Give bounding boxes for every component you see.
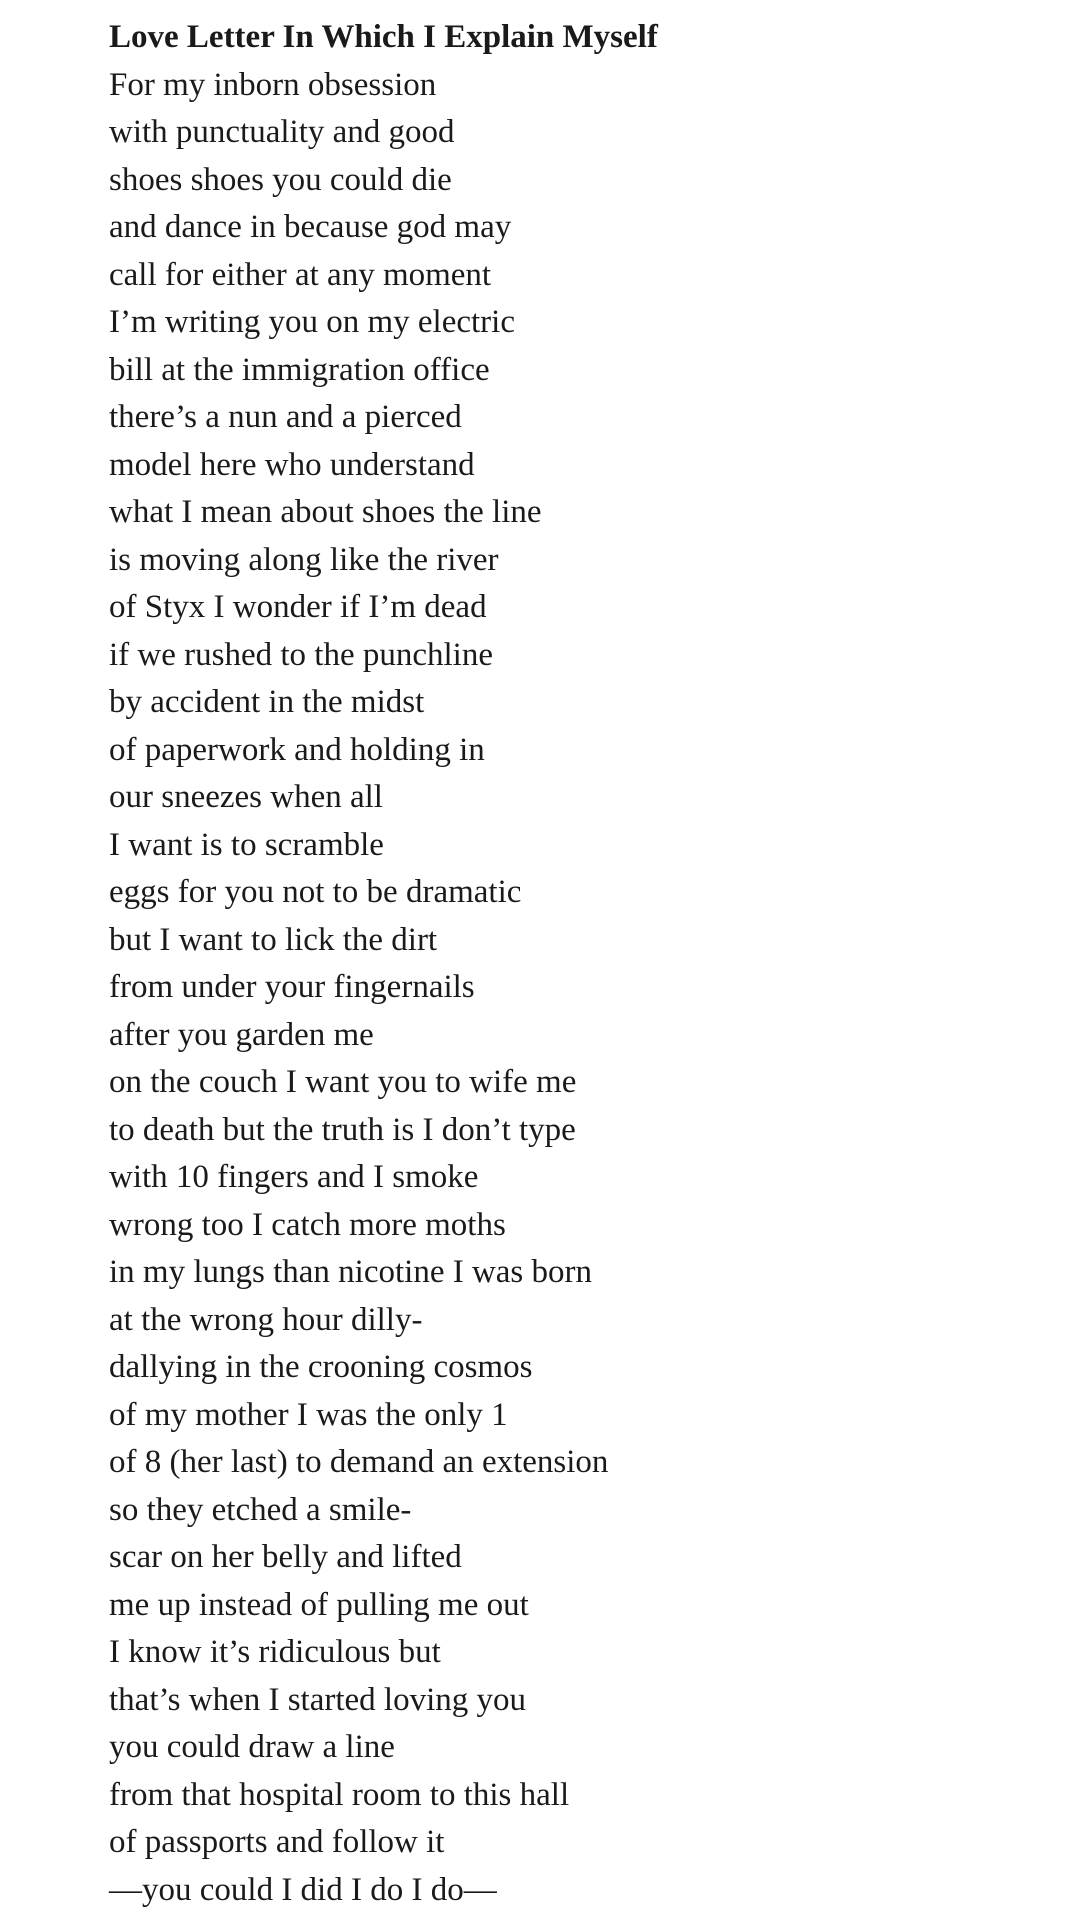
poem-line: with 10 fingers and I smoke [109, 1159, 479, 1195]
poem-body [109, 62, 1049, 1915]
poem-line: of Styx I wonder if I’m dead [109, 589, 487, 625]
poem-line: but I want to lick the dirt [109, 921, 438, 958]
poem-line: you could draw a line [109, 1729, 395, 1765]
poem-line: at the wrong hour dilly- [109, 1301, 423, 1338]
poem-line: I know it’s ridiculous but [109, 1634, 441, 1670]
poem-line: if we rushed to the punchline [109, 636, 493, 673]
poem-line: shoes shoes you could die [109, 161, 452, 198]
poem-title: Love Letter In Which I Explain Myself [109, 19, 658, 55]
poem-line: call for either at any moment [109, 256, 492, 293]
poem-line: and dance in because god may [109, 209, 512, 245]
poem-line: I want is to scramble [109, 826, 384, 863]
poem-line: is moving along like the river [109, 541, 499, 578]
poem-line: on the couch I want you to wife me [109, 1064, 577, 1100]
poem-line: from under your fingernails [109, 969, 475, 1005]
poem-line: For my inborn obsession [109, 66, 437, 103]
poem-line: —you could I did I do I do— [109, 1871, 497, 1908]
poem-line: what I mean about shoes the line [109, 494, 542, 530]
poem-line: of paperwork and holding in [109, 731, 485, 768]
poem-line: to death but the truth is I don’t type [109, 1111, 576, 1148]
poem-line: me up instead of pulling me out [109, 1586, 529, 1623]
poem-line: of 8 (her last) to demand an extension [109, 1444, 609, 1480]
poem-line: wrong too I catch more moths [109, 1206, 506, 1243]
poem-line: so they etched a smile- [109, 1491, 412, 1528]
poem-line: I’m writing you on my electric [109, 304, 515, 340]
poem-line: scar on her belly and lifted [109, 1539, 462, 1575]
poem-line: dallying in the crooning cosmos [109, 1349, 533, 1385]
poem-line: bill at the immigration office [109, 351, 490, 388]
poem-line: with punctuality and good [109, 114, 455, 150]
poem-line: after you garden me [109, 1016, 374, 1053]
poem-line: in my lungs than nicotine I was born [109, 1254, 593, 1290]
poem-line: of my mother I was the only 1 [109, 1396, 508, 1433]
poem-line: there’s a nun and a pierced [109, 399, 462, 435]
poem-line: eggs for you not to be dramatic [109, 874, 522, 910]
poem-page [109, 14, 1049, 1914]
poem-line: our sneezes when all [109, 779, 383, 815]
poem-line: that’s when I started loving you [109, 1681, 527, 1718]
poem-line: of passports and follow it [109, 1824, 445, 1860]
poem-line: by accident in the midst [109, 684, 425, 720]
poem-line: from that hospital room to this hall [109, 1776, 570, 1813]
poem-line: model here who understand [109, 446, 475, 483]
